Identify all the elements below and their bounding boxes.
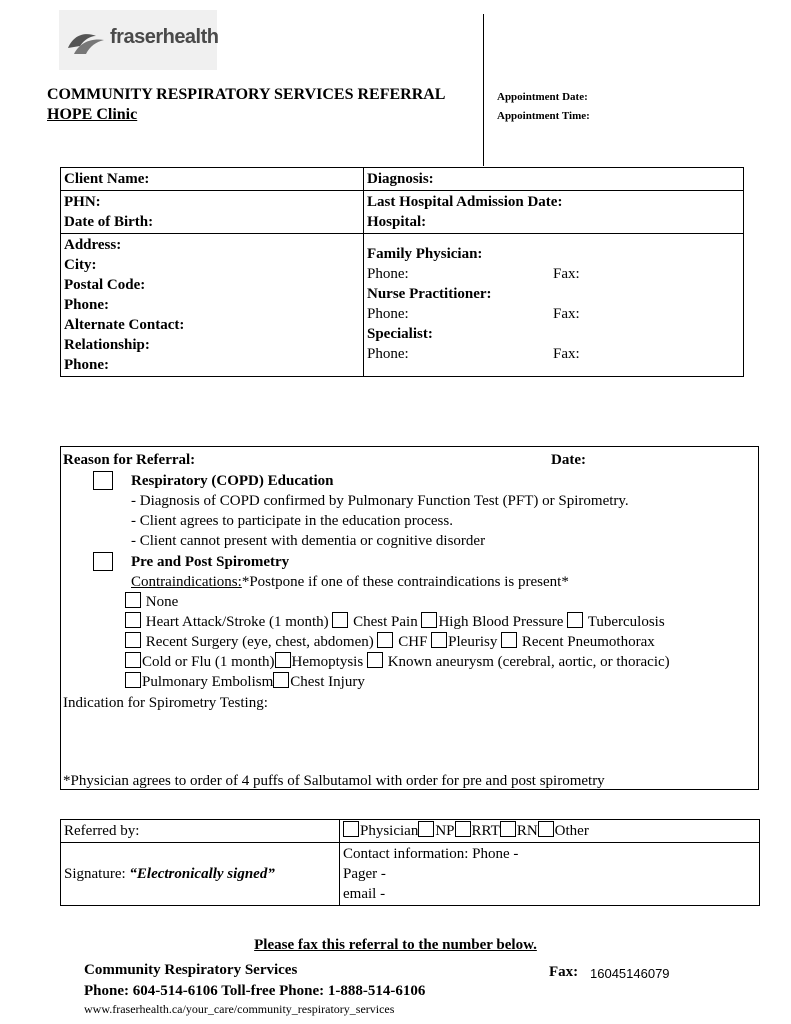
rn-checkbox[interactable] [500, 821, 516, 837]
heart-attack-checkbox[interactable] [125, 612, 141, 628]
postal-code-label: Postal Code: [64, 277, 146, 293]
other-checkbox[interactable] [538, 821, 554, 837]
specialist-phone: Phone: [367, 346, 409, 362]
high-blood-pressure-checkbox[interactable] [421, 612, 437, 628]
rn-label: RN [516, 823, 538, 839]
pneumothorax-checkbox[interactable] [501, 632, 517, 648]
signature-value: “Electronically signed” [129, 866, 275, 882]
contact-phone-label: Contact information: Phone - [343, 846, 519, 862]
hemoptysis-label: Hemoptysis [291, 654, 364, 670]
chest-injury-label: Chest Injury [290, 674, 365, 690]
spirometry-title: Pre and Post Spirometry [131, 554, 290, 570]
cold-flu-label: Cold or Flu (1 month) [142, 654, 275, 670]
contraindications-label: Contraindications: [131, 574, 242, 590]
np-label: NP [435, 823, 455, 839]
contraindications-line [131, 572, 569, 592]
pleurisy-checkbox[interactable] [431, 632, 447, 648]
specialist-fax: Fax: [553, 346, 580, 362]
footer-url[interactable]: www.fraserhealth.ca/your_care/community_respiratory_services [84, 1002, 395, 1016]
providers-cell[interactable] [364, 234, 744, 377]
fax-instruction: Please fax this referral to the number below. [254, 937, 537, 953]
appointment-time-label: Appointment Time: [497, 110, 590, 122]
contra-row-1 [125, 592, 178, 612]
client-name-field[interactable]: Client Name: [61, 168, 364, 191]
family-physician-phone: Phone: [367, 266, 409, 282]
nurse-practitioner-contact [367, 304, 740, 324]
reason-date-label: Date: [551, 452, 586, 468]
none-label: None [145, 594, 179, 610]
dob-label: Date of Birth: [64, 214, 154, 230]
pulmonary-embolism-checkbox[interactable] [125, 672, 141, 688]
nurse-practitioner-label: Nurse Practitioner: [367, 286, 492, 302]
high-blood-pressure-label: High Blood Pressure [438, 614, 564, 630]
chest-pain-checkbox[interactable] [332, 612, 348, 628]
address-label: Address: [64, 237, 122, 253]
alternate-contact-label: Alternate Contact: [64, 317, 185, 333]
family-physician-label: Family Physician: [367, 246, 483, 262]
contra-row-3 [125, 632, 655, 652]
cold-flu-checkbox[interactable] [125, 652, 141, 668]
appointment-date-label: Appointment Date: [497, 91, 588, 103]
contra-row-4 [125, 652, 670, 672]
relationship-label: Relationship: [64, 337, 150, 353]
signature-label: Signature: [64, 866, 130, 882]
admission-cell[interactable] [364, 191, 744, 234]
reason-label: Reason for Referral: [63, 452, 196, 468]
referrer-type-options [340, 820, 760, 843]
tuberculosis-label: Tuberculosis [587, 614, 665, 630]
copd-education-checkbox[interactable] [93, 471, 113, 490]
recent-surgery-label: Recent Surgery (eye, chest, abdomen) [145, 634, 374, 650]
other-label: Other [554, 823, 589, 839]
chest-injury-checkbox[interactable] [273, 672, 289, 688]
chest-pain-label: Chest Pain [353, 614, 418, 630]
salbutamol-note: *Physician agrees to order of 4 puffs of Salbutamol with order for pre and post spirometry [63, 773, 605, 789]
tuberculosis-checkbox[interactable] [567, 612, 583, 628]
nurse-practitioner-fax: Fax: [553, 306, 580, 322]
client-info-table [60, 167, 744, 377]
heart-attack-label: Heart Attack/Stroke (1 month) [145, 614, 329, 630]
none-checkbox[interactable] [125, 592, 141, 608]
family-physician-contact [367, 264, 740, 284]
spirometry-checkbox[interactable] [93, 552, 113, 571]
rrt-checkbox[interactable] [455, 821, 471, 837]
form-subtitle: HOPE Clinic [47, 106, 138, 123]
rrt-label: RRT [471, 823, 500, 839]
family-physician-fax: Fax: [553, 266, 580, 282]
pulmonary-embolism-label: Pulmonary Embolism [142, 674, 274, 690]
contraindications-note: *Postpone if one of these contraindications is present* [241, 574, 569, 590]
indication-label: Indication for Spirometry Testing: [63, 695, 268, 711]
contra-row-2 [125, 612, 665, 632]
pleurisy-label: Pleurisy [448, 634, 498, 650]
diagnosis-field[interactable]: Diagnosis: [364, 168, 744, 191]
pager-label: Pager - [343, 866, 386, 882]
contact-info-cell[interactable] [340, 843, 760, 906]
signature-cell[interactable] [61, 843, 340, 906]
np-checkbox[interactable] [418, 821, 434, 837]
recent-surgery-checkbox[interactable] [125, 632, 141, 648]
form-title: COMMUNITY RESPIRATORY SERVICES REFERRAL [47, 86, 446, 103]
footer-organization: Community Respiratory Services [84, 962, 298, 978]
footer-phones: Phone: 604-514-6106 Toll-free Phone: 1-888-514-6106 [84, 983, 426, 999]
referred-by-label: Referred by: [61, 820, 340, 843]
fraserhealth-logo-icon [66, 28, 106, 56]
pneumothorax-label: Recent Pneumothorax [521, 634, 655, 650]
footer-fax-label: Fax: [549, 964, 579, 980]
phn-label: PHN: [64, 194, 101, 210]
chf-label: CHF [398, 634, 428, 650]
referred-by-table [60, 819, 760, 906]
hospital-label: Hospital: [367, 214, 427, 230]
contra-row-5 [125, 672, 365, 692]
copd-education-title: Respiratory (COPD) Education [131, 473, 334, 489]
reason-for-referral-section [60, 446, 759, 790]
logo-text: fraserhealth [110, 26, 219, 48]
aneurysm-checkbox[interactable] [367, 652, 383, 668]
specialist-contact [367, 344, 740, 364]
header-divider [483, 14, 484, 166]
physician-checkbox[interactable] [343, 821, 359, 837]
specialist-label: Specialist: [367, 326, 433, 342]
email-label: email - [343, 886, 386, 902]
alternate-phone-label: Phone: [64, 357, 109, 373]
chf-checkbox[interactable] [377, 632, 393, 648]
nurse-practitioner-phone: Phone: [367, 306, 409, 322]
footer-fax-number: 16045146079 [590, 966, 670, 981]
hemoptysis-checkbox[interactable] [275, 652, 291, 668]
phn-dob-cell[interactable] [61, 191, 364, 234]
last-admission-label: Last Hospital Admission Date: [367, 194, 563, 210]
phone-label: Phone: [64, 297, 109, 313]
physician-label: Physician [360, 823, 419, 839]
address-cell[interactable] [61, 234, 364, 377]
city-label: City: [64, 257, 97, 273]
copd-criteria-3: - Client cannot present with dementia or cognitive disorder [131, 533, 486, 549]
aneurysm-label: Known aneurysm (cerebral, aortic, or thoracic) [387, 654, 670, 670]
copd-criteria-2: - Client agrees to participate in the education process. [131, 513, 453, 529]
copd-criteria-1: - Diagnosis of COPD confirmed by Pulmonary Function Test (PFT) or Spirometry. [131, 493, 629, 509]
